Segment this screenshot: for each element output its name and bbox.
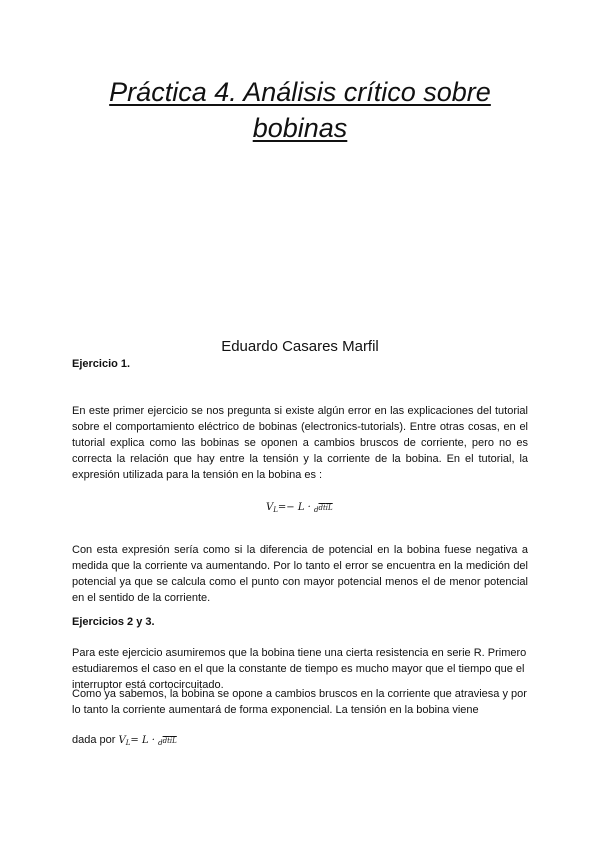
author-name: Eduardo Casares Marfil [221,338,379,355]
formula-lhs: V [266,502,274,513]
formula-d: d [314,506,319,514]
formula-operator: =− L · [277,502,315,513]
formula-tutorial-voltage [266,502,333,514]
formula2-operator: = L · [130,735,159,746]
formula2-lhs-sub: L [125,739,131,747]
paragraph-ex23-formula-line [72,732,528,751]
document-title [60,74,540,146]
formula-derivative [319,504,333,512]
paragraph-ex1-intro: En este primer ejercicio se nos pregunta si existe algún error en las explicaciones del tutorial sobre el comportamiento eléctrico de bobinas (electronics-tutorials). Entre otras cosas, en el tutorial explica como las bobinas se oponen a cambios bruscos de corriente, pero no es correcta la relación que hay entre la tensión y la corriente de la bobina. En el tutorial, la expresión utilizada para la tensión en la bobina es : [72,405,528,481]
formula2-dt: dt [162,737,170,745]
formula2-lhs: V [118,735,126,746]
paragraph-ex1-conclusion: Con esta expresión sería como si la diferencia de potencial en la bobina fuese negativa a medida que la corriente va aumentando. Por lo tanto el error se encuentra en la medición del potencial ya que se calcula como el punto con mayor potencial menos el de menor potencial en el sentido de la corriente. [72,544,528,604]
formula2-derivative [163,737,177,745]
formula-i-sub: iL [325,504,333,512]
formula-dt: dt [318,504,326,512]
section-heading-ejercicio-1: Ejercicio 1. [72,358,131,370]
formula-coil-voltage [119,735,177,746]
formula2-i-sub: iL [169,737,177,745]
formula-lhs-sub: L [273,506,278,514]
title-line-1: Práctica 4. Análisis crítico sobre [109,77,491,107]
title-line-2: bobinas [252,113,348,143]
formula-intro-text: dada por [72,734,116,746]
section-heading-ejercicios-2-3: Ejercicios 2 y 3. [72,616,155,628]
paragraph-ex23-intro: Para este ejercicio asumiremos que la bobina tiene una cierta resistencia en serie R. Primero estudiaremos el caso en el que la constante de tiempo es mucho mayor que el tiempo que el interruptor está cortocircuitado. [72,647,527,691]
paragraph-ex23-explanation: Como ya sabemos, la bobina se opone a cambios bruscos en la corriente que atraviesa y por lo tanto la corriente aumentará de forma exponencial. La tensión en la bobina viene [72,688,527,716]
formula2-d: d [158,739,163,747]
